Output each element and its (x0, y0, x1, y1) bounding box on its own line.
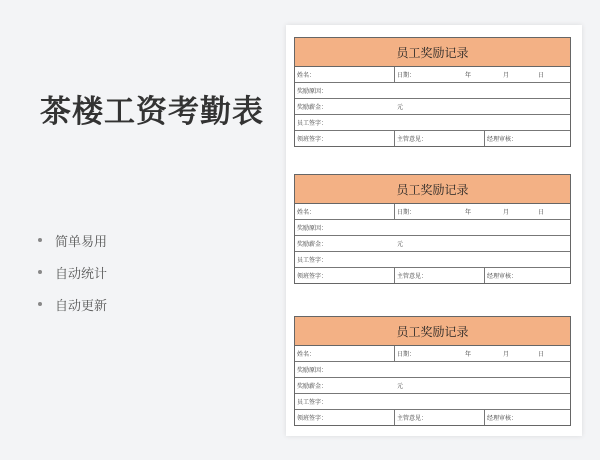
month-label: 月 (503, 209, 510, 216)
currency-label: 元 (397, 383, 404, 390)
reason-label: 奖励原因： (297, 367, 328, 374)
date-cell (395, 346, 570, 361)
employee-sign-label: 员工签字： (297, 399, 328, 406)
form-title: 员工奖励记录 (295, 317, 570, 346)
feature-label: 简单易用 (55, 234, 108, 250)
date-cell (395, 204, 570, 219)
amount-row (295, 99, 570, 115)
day-label: 日 (538, 351, 545, 358)
reason-row (295, 83, 570, 99)
date-label: 日期： (397, 351, 416, 358)
feature-label: 自动统计 (55, 266, 108, 282)
reason-row (295, 362, 570, 378)
bullet-icon (38, 270, 42, 274)
employee-sign-row (295, 252, 570, 268)
supervisor-label: 主管意见： (395, 131, 485, 146)
bullet-icon (38, 302, 42, 306)
amount-label: 奖励薪金： (297, 104, 328, 111)
manager-label: 经理审核： (487, 415, 518, 422)
name-label: 姓名： (295, 67, 395, 82)
day-label: 日 (538, 209, 545, 216)
year-label: 年 (465, 209, 472, 216)
amount-row (295, 378, 570, 394)
name-date-row (295, 204, 570, 220)
supervisor-label: 主管意见： (395, 410, 485, 425)
form-title: 员工奖励记录 (295, 175, 570, 204)
feature-label: 自动更新 (55, 298, 108, 314)
month-label: 月 (503, 72, 510, 79)
form-title: 员工奖励记录 (295, 38, 570, 67)
date-label: 日期： (397, 209, 416, 216)
feature-item (38, 232, 107, 248)
day-label: 日 (538, 72, 545, 79)
leader-sign-label: 领班签字： (295, 268, 395, 283)
leader-sign-label: 领班签字： (295, 131, 395, 146)
approval-row (295, 410, 570, 425)
reason-row (295, 220, 570, 236)
manager-label: 经理审核： (487, 136, 518, 143)
reason-label: 奖励原因： (297, 225, 328, 232)
amount-label: 奖励薪金： (297, 241, 328, 248)
employee-sign-label: 员工签字： (297, 257, 328, 264)
employee-sign-row (295, 394, 570, 410)
supervisor-label: 主管意见： (395, 268, 485, 283)
name-label: 姓名： (295, 346, 395, 361)
employee-sign-row (295, 115, 570, 131)
document-preview (286, 25, 582, 436)
leader-sign-label: 领班签字： (295, 410, 395, 425)
bullet-icon (38, 238, 42, 242)
feature-item (38, 296, 107, 312)
approval-row (295, 131, 570, 146)
year-label: 年 (465, 72, 472, 79)
reward-record-form (294, 37, 571, 147)
reward-record-form (294, 174, 571, 284)
reason-label: 奖励原因： (297, 88, 328, 95)
date-cell (395, 67, 570, 82)
amount-row (295, 236, 570, 252)
name-date-row (295, 346, 570, 362)
manager-label: 经理审核： (487, 273, 518, 280)
year-label: 年 (465, 351, 472, 358)
employee-sign-label: 员工签字： (297, 120, 328, 127)
currency-label: 元 (397, 104, 404, 111)
feature-list (38, 232, 107, 328)
name-date-row (295, 67, 570, 83)
feature-item (38, 264, 107, 280)
currency-label: 元 (397, 241, 404, 248)
reward-record-form (294, 316, 571, 426)
date-label: 日期： (397, 72, 416, 79)
approval-row (295, 268, 570, 283)
month-label: 月 (503, 351, 510, 358)
amount-label: 奖励薪金： (297, 383, 328, 390)
main-title: 茶楼工资考勤表 (40, 94, 264, 130)
name-label: 姓名： (295, 204, 395, 219)
